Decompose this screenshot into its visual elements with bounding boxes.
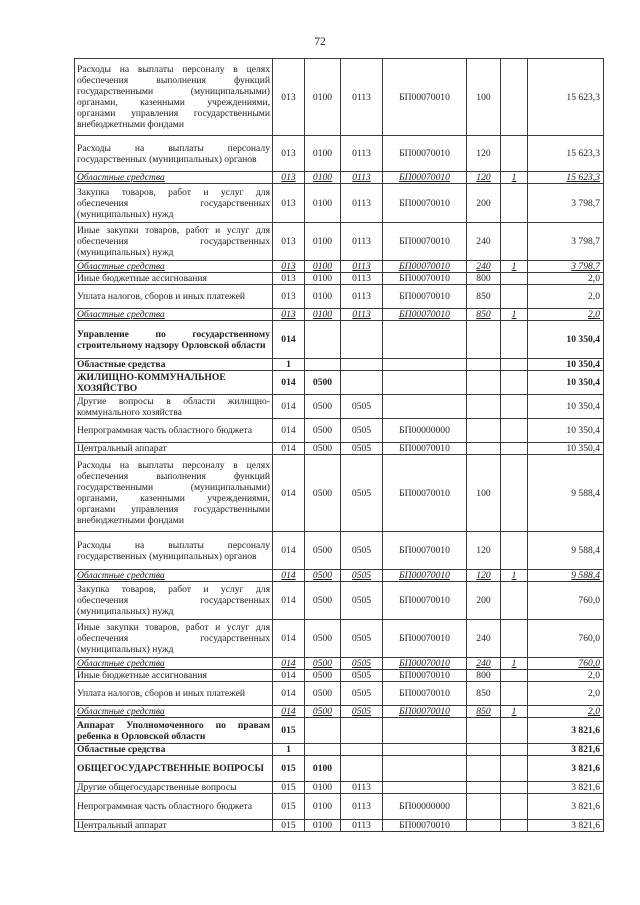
funding-source-code [501,419,528,443]
item-description: Областные средства [75,261,273,273]
table-row [75,321,604,359]
amount: 15 623,3 [528,59,604,136]
item-description: Областные средства [75,359,273,371]
ministry-code: 1 [273,359,305,371]
section-code: 0500 [305,670,341,682]
subsection-code: 0113 [341,285,383,309]
amount: 3 821,6 [528,782,604,794]
ministry-code: 013 [273,59,305,136]
amount: 760,0 [528,620,604,658]
expense-type-code: 120 [467,532,501,570]
expense-type-code: 100 [467,59,501,136]
section-code: 0100 [305,756,341,782]
table-row [75,359,604,371]
table-row [75,223,604,261]
funding-source-code [501,273,528,285]
funding-source-code: 1 [501,172,528,184]
subsection-code: 0113 [341,309,383,321]
expense-type-code [467,820,501,832]
budget-table [74,58,604,832]
ministry-code: 014 [273,419,305,443]
funding-source-code [501,682,528,706]
expense-type-code: 200 [467,184,501,223]
funding-source-code [501,395,528,419]
section-code: 0100 [305,223,341,261]
expense-type-code [467,782,501,794]
table-row [75,718,604,744]
target-article-code: БП00070010 [383,223,467,261]
expense-type-code [467,359,501,371]
funding-source-code: 1 [501,658,528,670]
target-article-code: БП00070010 [383,443,467,455]
expense-type-code [467,395,501,419]
section-code: 0100 [305,261,341,273]
subsection-code: 0113 [341,172,383,184]
table-row [75,532,604,570]
section-code: 0500 [305,658,341,670]
target-article-code: БП00070010 [383,682,467,706]
amount: 9 588,4 [528,532,604,570]
item-description: Центральный аппарат [75,820,273,832]
section-code: 0100 [305,273,341,285]
budget-table-body [75,59,604,832]
subsection-code [341,718,383,744]
target-article-code: БП00070010 [383,285,467,309]
table-row [75,371,604,395]
amount: 760,0 [528,582,604,620]
table-row [75,682,604,706]
subsection-code: 0505 [341,419,383,443]
item-description: Расходы на выплаты персоналу в целях обеспечения выполнения функций государственными (муниципальными) органами, казенными учреждениями, органами управления государственными внебюджетными фондами [75,455,273,532]
target-article-code: БП00070010 [383,261,467,273]
item-description: Иные бюджетные ассигнования [75,670,273,682]
table-row [75,670,604,682]
expense-type-code [467,443,501,455]
section-code [305,718,341,744]
funding-source-code [501,443,528,455]
item-description: Иные бюджетные ассигнования [75,273,273,285]
ministry-code: 014 [273,395,305,419]
target-article-code [383,782,467,794]
expense-type-code [467,718,501,744]
ministry-code: 015 [273,756,305,782]
subsection-code: 0505 [341,395,383,419]
section-code: 0100 [305,782,341,794]
target-article-code: БП00070010 [383,184,467,223]
funding-source-code [501,794,528,820]
item-description: Иные закупки товаров, работ и услуг для обеспечения государственных (муниципальных) нужд [75,620,273,658]
amount: 10 350,4 [528,371,604,395]
funding-source-code: 1 [501,261,528,273]
item-description: Областные средства [75,658,273,670]
ministry-code: 015 [273,820,305,832]
item-description: ЖИЛИЩНО-КОММУНАЛЬНОЕ ХОЗЯЙСТВО [75,371,273,395]
ministry-code: 013 [273,285,305,309]
item-description: Расходы на выплаты персоналу государственных (муниципальных) органов [75,532,273,570]
subsection-code: 0113 [341,223,383,261]
ministry-code: 014 [273,455,305,532]
subsection-code: 0505 [341,443,383,455]
expense-type-code: 240 [467,620,501,658]
expense-type-code: 850 [467,706,501,718]
table-row [75,756,604,782]
target-article-code [383,321,467,359]
target-article-code: БП00070010 [383,273,467,285]
subsection-code: 0505 [341,682,383,706]
amount: 2,0 [528,670,604,682]
ministry-code: 013 [273,184,305,223]
funding-source-code [501,455,528,532]
item-description: Расходы на выплаты персоналу в целях обеспечения выполнения функций государственными (муниципальными) органами, казенными учреждениями, органами управления государственными внебюджетными фондами [75,59,273,136]
target-article-code: БП00070010 [383,670,467,682]
ministry-code: 014 [273,371,305,395]
funding-source-code [501,136,528,172]
target-article-code: БП00070010 [383,59,467,136]
amount: 3 798,7 [528,184,604,223]
item-description: Уплата налогов, сборов и иных платежей [75,682,273,706]
subsection-code: 0505 [341,455,383,532]
section-code: 0500 [305,395,341,419]
subsection-code: 0113 [341,782,383,794]
section-code: 0500 [305,455,341,532]
funding-source-code [501,59,528,136]
expense-type-code: 850 [467,682,501,706]
subsection-code: 0113 [341,261,383,273]
target-article-code: БП00000000 [383,794,467,820]
subsection-code [341,359,383,371]
table-row [75,782,604,794]
target-article-code: БП00070010 [383,658,467,670]
amount: 10 350,4 [528,359,604,371]
table-row [75,570,604,582]
table-row [75,455,604,532]
table-row [75,620,604,658]
item-description: Областные средства [75,309,273,321]
target-article-code: БП00070010 [383,172,467,184]
subsection-code: 0505 [341,532,383,570]
expense-type-code: 240 [467,261,501,273]
ministry-code: 013 [273,261,305,273]
ministry-code: 013 [273,223,305,261]
subsection-code: 0505 [341,582,383,620]
table-row [75,285,604,309]
subsection-code: 0113 [341,273,383,285]
section-code: 0500 [305,570,341,582]
table-row [75,261,604,273]
table-row [75,582,604,620]
section-code: 0100 [305,794,341,820]
funding-source-code [501,184,528,223]
ministry-code: 014 [273,443,305,455]
item-description: Управление по государственному строительному надзору Орловской области [75,321,273,359]
subsection-code: 0113 [341,820,383,832]
subsection-code: 0505 [341,658,383,670]
section-code: 0100 [305,172,341,184]
amount: 15 623,3 [528,136,604,172]
target-article-code [383,718,467,744]
section-code: 0500 [305,532,341,570]
ministry-code: 014 [273,582,305,620]
section-code: 0100 [305,820,341,832]
ministry-code: 014 [273,682,305,706]
table-row [75,184,604,223]
amount: 3 821,6 [528,744,604,756]
section-code: 0100 [305,59,341,136]
subsection-code: 0113 [341,136,383,172]
funding-source-code [501,223,528,261]
subsection-code: 0113 [341,59,383,136]
page-number: 72 [314,36,326,48]
item-description: Непрограммная часть областного бюджета [75,419,273,443]
subsection-code: 0505 [341,620,383,658]
section-code: 0100 [305,136,341,172]
target-article-code: БП00070010 [383,136,467,172]
amount: 3 798,7 [528,223,604,261]
ministry-code: 014 [273,570,305,582]
funding-source-code: 1 [501,570,528,582]
expense-type-code: 240 [467,223,501,261]
target-article-code [383,371,467,395]
expense-type-code: 200 [467,582,501,620]
item-description: Закупка товаров, работ и услуг для обеспечения государственных (муниципальных) нужд [75,184,273,223]
funding-source-code [501,285,528,309]
amount: 2,0 [528,273,604,285]
funding-source-code [501,582,528,620]
ministry-code: 013 [273,273,305,285]
target-article-code: БП00070010 [383,532,467,570]
amount: 9 588,4 [528,455,604,532]
funding-source-code: 1 [501,309,528,321]
ministry-code: 1 [273,744,305,756]
expense-type-code: 120 [467,136,501,172]
target-article-code: БП00070010 [383,309,467,321]
subsection-code: 0113 [341,794,383,820]
target-article-code: БП00070010 [383,455,467,532]
ministry-code: 013 [273,136,305,172]
item-description: Областные средства [75,570,273,582]
item-description: Другие общегосударственные вопросы [75,782,273,794]
expense-type-code: 850 [467,285,501,309]
amount: 3 821,6 [528,820,604,832]
table-row [75,706,604,718]
section-code: 0500 [305,443,341,455]
item-description: Непрограммная часть областного бюджета [75,794,273,820]
table-row [75,658,604,670]
funding-source-code [501,756,528,782]
table-row [75,273,604,285]
section-code: 0500 [305,371,341,395]
table-row [75,794,604,820]
item-description: Центральный аппарат [75,443,273,455]
section-code: 0100 [305,184,341,223]
funding-source-code [501,371,528,395]
amount: 2,0 [528,285,604,309]
amount: 10 350,4 [528,419,604,443]
expense-type-code [467,794,501,820]
ministry-code: 014 [273,532,305,570]
subsection-code [341,371,383,395]
ministry-code: 014 [273,620,305,658]
expense-type-code [467,419,501,443]
funding-source-code [501,359,528,371]
item-description: Аппарат Уполномоченного по правам ребенка в Орловской области [75,718,273,744]
amount: 3 798,7 [528,261,604,273]
ministry-code: 015 [273,782,305,794]
section-code: 0500 [305,582,341,620]
item-description: Иные закупки товаров, работ и услуг для обеспечения государственных (муниципальных) нужд [75,223,273,261]
subsection-code [341,321,383,359]
section-code [305,321,341,359]
item-description: Областные средства [75,706,273,718]
funding-source-code [501,620,528,658]
section-code: 0100 [305,285,341,309]
subsection-code [341,756,383,782]
table-row [75,744,604,756]
expense-type-code [467,744,501,756]
target-article-code: БП00000000 [383,419,467,443]
expense-type-code [467,371,501,395]
funding-source-code [501,820,528,832]
table-row [75,443,604,455]
amount: 2,0 [528,706,604,718]
section-code: 0100 [305,309,341,321]
amount: 10 350,4 [528,443,604,455]
target-article-code [383,395,467,419]
table-row [75,172,604,184]
expense-type-code: 850 [467,309,501,321]
item-description: ОБЩЕГОСУДАРСТВЕННЫЕ ВОПРОСЫ [75,756,273,782]
table-row [75,395,604,419]
ministry-code: 014 [273,658,305,670]
amount: 2,0 [528,682,604,706]
amount: 10 350,4 [528,395,604,419]
amount: 3 821,6 [528,756,604,782]
target-article-code [383,359,467,371]
amount: 15 623,3 [528,172,604,184]
expense-type-code [467,321,501,359]
section-code: 0500 [305,706,341,718]
expense-type-code: 800 [467,670,501,682]
target-article-code [383,744,467,756]
section-code: 0500 [305,620,341,658]
ministry-code: 015 [273,718,305,744]
funding-source-code [501,718,528,744]
subsection-code: 0505 [341,706,383,718]
ministry-code: 014 [273,321,305,359]
table-row [75,136,604,172]
table-row [75,59,604,136]
funding-source-code [501,782,528,794]
amount: 2,0 [528,309,604,321]
target-article-code: БП00070010 [383,620,467,658]
target-article-code: БП00070010 [383,570,467,582]
ministry-code: 013 [273,309,305,321]
amount: 9 588,4 [528,570,604,582]
item-description: Областные средства [75,744,273,756]
expense-type-code: 240 [467,658,501,670]
expense-type-code: 120 [467,570,501,582]
item-description: Уплата налогов, сборов и иных платежей [75,285,273,309]
target-article-code: БП00070010 [383,582,467,620]
subsection-code [341,744,383,756]
target-article-code [383,756,467,782]
funding-source-code: 1 [501,706,528,718]
funding-source-code [501,744,528,756]
section-code [305,744,341,756]
ministry-code: 014 [273,670,305,682]
section-code: 0500 [305,419,341,443]
amount: 10 350,4 [528,321,604,359]
expense-type-code: 100 [467,455,501,532]
expense-type-code: 120 [467,172,501,184]
section-code [305,359,341,371]
amount: 3 821,6 [528,718,604,744]
funding-source-code [501,321,528,359]
ministry-code: 013 [273,172,305,184]
item-description: Другие вопросы в области жилищно-коммунального хозяйства [75,395,273,419]
table-row [75,309,604,321]
item-description: Закупка товаров, работ и услуг для обеспечения государственных (муниципальных) нужд [75,582,273,620]
ministry-code: 014 [273,706,305,718]
target-article-code: БП00070010 [383,820,467,832]
funding-source-code [501,532,528,570]
table-row [75,820,604,832]
item-description: Расходы на выплаты персоналу государственных (муниципальных) органов [75,136,273,172]
subsection-code: 0505 [341,570,383,582]
subsection-code: 0113 [341,184,383,223]
expense-type-code [467,756,501,782]
funding-source-code [501,670,528,682]
expense-type-code: 800 [467,273,501,285]
ministry-code: 015 [273,794,305,820]
amount: 760,0 [528,658,604,670]
subsection-code: 0505 [341,670,383,682]
target-article-code: БП00070010 [383,706,467,718]
table-row [75,419,604,443]
section-code: 0500 [305,682,341,706]
amount: 3 821,6 [528,794,604,820]
item-description: Областные средства [75,172,273,184]
